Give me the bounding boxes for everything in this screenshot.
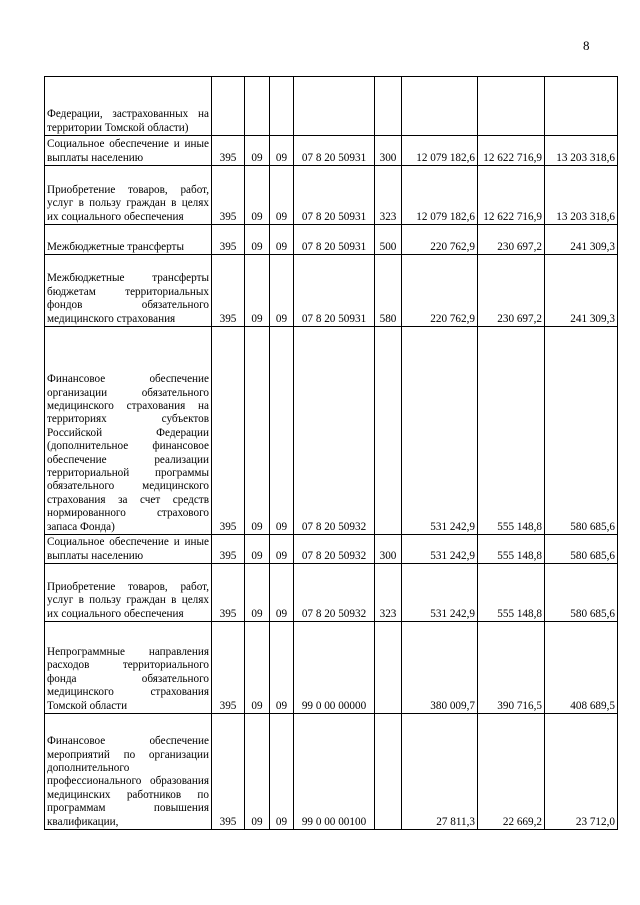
row-name: Социальное обеспечение и иные выплаты населению (45, 136, 212, 166)
row-name: Финансовое обеспечение мероприятий по организации дополнительного профессионального образования медицинских работников по программам повышения квалификации, (45, 714, 212, 830)
row-target-article: 07 8 20 50932 (294, 564, 375, 622)
row-glava: 395 (212, 535, 245, 564)
row-year1: 531 242,9 (402, 564, 478, 622)
row-razdel: 09 (245, 564, 270, 622)
table-row (45, 327, 618, 535)
row-glava: 395 (212, 136, 245, 166)
row-expense-type: 580 (375, 255, 402, 327)
row-year3: 580 685,6 (545, 327, 618, 535)
row-expense-type: 323 (375, 166, 402, 225)
row-name: Приобретение товаров, работ, услуг в пользу граждан в целях их социального обеспечения (45, 166, 212, 225)
row-target-article: 07 8 20 50932 (294, 535, 375, 564)
row-podrazdel: 09 (270, 622, 294, 714)
table-row (45, 166, 618, 225)
row-razdel: 09 (245, 714, 270, 830)
row-year3 (545, 77, 618, 136)
row-podrazdel: 09 (270, 327, 294, 535)
row-razdel: 09 (245, 622, 270, 714)
row-expense-type: 500 (375, 225, 402, 255)
table-row (45, 255, 618, 327)
row-podrazdel: 09 (270, 564, 294, 622)
row-year3: 580 685,6 (545, 535, 618, 564)
row-year3: 580 685,6 (545, 564, 618, 622)
row-name: Приобретение товаров, работ, услуг в пользу граждан в целях их социального обеспечения (45, 564, 212, 622)
row-target-article: 07 8 20 50932 (294, 327, 375, 535)
row-year1 (402, 77, 478, 136)
row-name: Непрограммные направления расходов территориального фонда обязательного медицинского страхования Томской области (45, 622, 212, 714)
budget-table (44, 76, 618, 830)
row-year2: 390 716,5 (478, 622, 545, 714)
row-year1: 531 242,9 (402, 327, 478, 535)
row-year1: 12 079 182,6 (402, 166, 478, 225)
row-glava: 395 (212, 327, 245, 535)
row-year2: 555 148,8 (478, 535, 545, 564)
row-expense-type (375, 622, 402, 714)
row-target-article (294, 77, 375, 136)
row-year1: 531 242,9 (402, 535, 478, 564)
page-number: 8 (583, 38, 590, 53)
row-razdel: 09 (245, 166, 270, 225)
row-year2: 12 622 716,9 (478, 136, 545, 166)
row-year1: 220 762,9 (402, 225, 478, 255)
row-podrazdel: 09 (270, 166, 294, 225)
table-row (45, 77, 618, 136)
row-podrazdel: 09 (270, 225, 294, 255)
row-expense-type (375, 714, 402, 830)
row-razdel: 09 (245, 535, 270, 564)
row-razdel: 09 (245, 327, 270, 535)
row-target-article: 99 0 00 00100 (294, 714, 375, 830)
table-row (45, 564, 618, 622)
row-razdel: 09 (245, 255, 270, 327)
row-razdel: 09 (245, 225, 270, 255)
row-name: Финансовое обеспечение организации обязательного медицинского страхования на территориях субъектов Российской Федерации (дополнительное финансовое обеспечение реализации территориальной программы обязательного медицинского страхования за счет средств нормированного страхового запаса Фонда) (45, 327, 212, 535)
row-razdel (245, 77, 270, 136)
table-row (45, 225, 618, 255)
row-glava: 395 (212, 255, 245, 327)
row-year2: 555 148,8 (478, 564, 545, 622)
row-name: Федерации, застрахованных на территории Томской области) (45, 77, 212, 136)
row-year2: 230 697,2 (478, 255, 545, 327)
row-year2: 22 669,2 (478, 714, 545, 830)
table-row (45, 714, 618, 830)
table-row (45, 622, 618, 714)
row-year3: 241 309,3 (545, 225, 618, 255)
row-glava: 395 (212, 622, 245, 714)
row-glava: 395 (212, 166, 245, 225)
row-expense-type (375, 327, 402, 535)
row-year3: 13 203 318,6 (545, 136, 618, 166)
row-year3: 408 689,5 (545, 622, 618, 714)
row-target-article: 07 8 20 50931 (294, 136, 375, 166)
row-expense-type: 323 (375, 564, 402, 622)
row-glava: 395 (212, 714, 245, 830)
row-year1: 27 811,3 (402, 714, 478, 830)
row-glava (212, 77, 245, 136)
row-podrazdel: 09 (270, 136, 294, 166)
row-year3: 241 309,3 (545, 255, 618, 327)
row-podrazdel (270, 77, 294, 136)
table-row (45, 136, 618, 166)
row-target-article: 07 8 20 50931 (294, 255, 375, 327)
row-name: Межбюджетные трансферты бюджетам территориальных фондов обязательного медицинского страхования (45, 255, 212, 327)
row-name: Межбюджетные трансферты (45, 225, 212, 255)
row-target-article: 99 0 00 00000 (294, 622, 375, 714)
row-year1: 380 009,7 (402, 622, 478, 714)
row-podrazdel: 09 (270, 535, 294, 564)
row-podrazdel: 09 (270, 255, 294, 327)
row-year3: 13 203 318,6 (545, 166, 618, 225)
row-podrazdel: 09 (270, 714, 294, 830)
row-year3: 23 712,0 (545, 714, 618, 830)
row-year2 (478, 77, 545, 136)
row-year2: 12 622 716,9 (478, 166, 545, 225)
table-row (45, 535, 618, 564)
row-target-article: 07 8 20 50931 (294, 225, 375, 255)
row-year2: 555 148,8 (478, 327, 545, 535)
row-expense-type (375, 77, 402, 136)
row-year1: 220 762,9 (402, 255, 478, 327)
row-glava: 395 (212, 225, 245, 255)
row-expense-type: 300 (375, 136, 402, 166)
row-target-article: 07 8 20 50931 (294, 166, 375, 225)
row-razdel: 09 (245, 136, 270, 166)
row-expense-type: 300 (375, 535, 402, 564)
row-name: Социальное обеспечение и иные выплаты населению (45, 535, 212, 564)
row-glava: 395 (212, 564, 245, 622)
row-year2: 230 697,2 (478, 225, 545, 255)
row-year1: 12 079 182,6 (402, 136, 478, 166)
